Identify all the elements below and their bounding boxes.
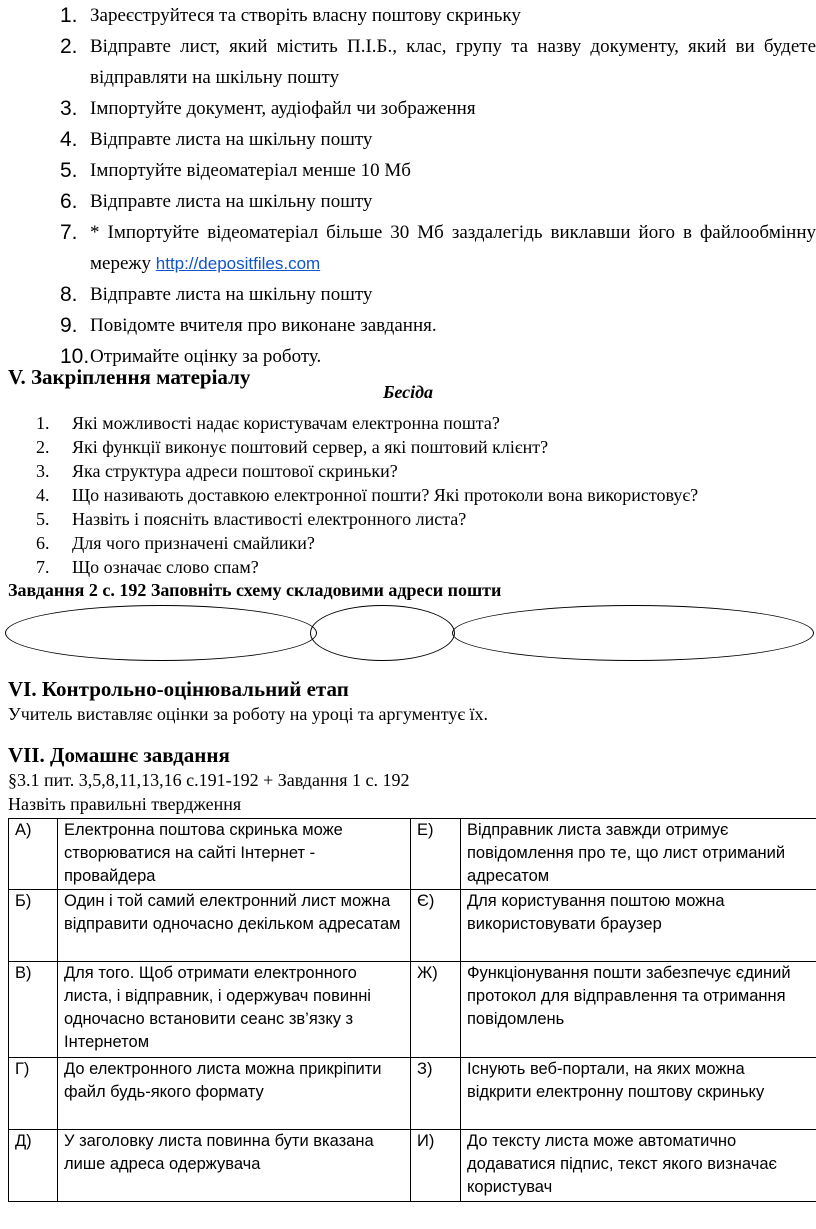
statement-text: У заголовку листа повинна бути вказана лише адреса одержувача (58, 1130, 411, 1202)
instruction-text: Назвіть правильні твердження (8, 794, 242, 814)
question-text: Що називають доставкою електронної пошти? Які протоколи вона використовує? (72, 485, 699, 505)
email-scheme-ellipse-right (452, 605, 814, 661)
step-number: 5. (60, 159, 78, 182)
section7-heading: VII. Домашнє завдання (8, 743, 230, 767)
question-text: Назвіть і поясніть властивості електронного листа? (72, 509, 467, 529)
step-item (60, 310, 816, 341)
question-number: 4. (36, 485, 50, 505)
step-number: 10. (60, 345, 90, 368)
step-item (60, 93, 816, 124)
question-number: 7. (36, 557, 50, 577)
step-text: Відправте листа на шкільну пошту (90, 284, 373, 305)
homework-text: §3.1 пит. 3,5,8,11,13,16 с.191-192 + Завдання 1 с. 192 (8, 770, 410, 790)
table-row (9, 962, 816, 1058)
step-text: Повідомте вчителя про виконане завдання. (90, 315, 437, 336)
question-item (36, 483, 698, 507)
statement-text: Існують веб-портали, на яких можна відкрити електронну поштову скриньку (461, 1058, 816, 1130)
statements-table (8, 818, 816, 1202)
statement-text: Для того. Щоб отримати електронного листа, і відправник, і одержувач повинні одночасно встановити сеанс зв’язку з Інтернетом (58, 962, 411, 1058)
step-item (60, 0, 816, 31)
statement-text: Відправник листа завжди отримує повідомлення про те, що лист отриманий адресатом (461, 819, 816, 890)
step-text-with-link (90, 217, 816, 279)
email-scheme-ellipse-middle (310, 605, 455, 661)
statement-text: Електронна поштова скринька може створюватися на сайті Інтернет - провайдера (58, 819, 411, 890)
step-item (60, 186, 816, 217)
steps-list (60, 0, 816, 372)
step-number: 3. (60, 97, 78, 120)
step-item (60, 124, 816, 155)
section6-text: Учитель виставляє оцінки за роботу на уроці та аргументує їх. (8, 704, 489, 724)
statement-label: В) (9, 962, 58, 1058)
statement-text: Для користування поштою можна використовувати браузер (461, 890, 816, 962)
table-row (9, 890, 816, 962)
statement-label: А) (9, 819, 58, 890)
question-item (36, 555, 698, 579)
question-number: 3. (36, 461, 50, 481)
email-scheme-ellipse-left (5, 605, 317, 661)
statement-label: Д) (9, 1130, 58, 1202)
question-number: 1. (36, 413, 50, 433)
statement-label: Б) (9, 890, 58, 962)
step-text: Імпортуйте відеоматеріал менше 10 Мб (90, 160, 411, 181)
statement-label: И) (411, 1130, 461, 1202)
step-item (60, 279, 816, 310)
step-number: 2. (60, 35, 78, 58)
section5-heading: V. Закріплення матеріалу (8, 365, 251, 389)
section6-heading: VI. Контрольно-оцінювальний етап (8, 677, 349, 701)
step-number: 1. (60, 4, 78, 27)
step-text: Отримайте оцінку за роботу. (90, 346, 322, 367)
statement-text: До тексту листа може автоматично додаватися підпис, текст якого визначає користувач (461, 1130, 816, 1202)
question-text: Які можливості надає користувачам електронна пошта? (72, 413, 500, 433)
step-number: 8. (60, 283, 78, 306)
statement-label: Ж) (411, 962, 461, 1058)
questions-list (36, 411, 698, 579)
statement-label: Г) (9, 1058, 58, 1130)
question-item (36, 435, 698, 459)
depositfiles-link[interactable]: http://depositfiles.com (155, 254, 321, 273)
step-text: Зареєструйтеся та створіть власну поштову скриньку (90, 5, 521, 26)
besida-title: Бесіда (382, 382, 434, 402)
step-number: 6. (60, 190, 78, 213)
question-text: Для чого призначені смайлики? (72, 533, 315, 553)
step-text: * Імпортуйте відеоматеріал більше 30 Мб заздалегідь виклавши його в файлообмінну мережу (90, 222, 816, 274)
step-item (60, 155, 816, 186)
step-text: Відправте листа на шкільну пошту (90, 191, 373, 212)
question-text: Що означає слово спам? (72, 557, 259, 577)
question-item (36, 411, 698, 435)
statement-label: З) (411, 1058, 461, 1130)
step-number: 9. (60, 314, 78, 337)
statement-text: До електронного листа можна прикріпити файл будь-якого формату (58, 1058, 411, 1130)
task2-text: Завдання 2 с. 192 Заповніть схему складовими адреси пошти (8, 580, 502, 600)
question-number: 5. (36, 509, 50, 529)
statement-label: Є) (411, 890, 461, 962)
question-item (36, 459, 698, 483)
table-row (9, 819, 816, 890)
step-text: Імпортуйте документ, аудіофайл чи зображення (90, 98, 476, 119)
step-number: 7. (60, 221, 78, 244)
statement-text: Функціонування пошти забезпечує єдиний протокол для відправлення та отримання повідомлень (461, 962, 816, 1058)
question-item (36, 507, 698, 531)
step-item (60, 217, 816, 279)
question-number: 6. (36, 533, 50, 553)
question-item (36, 531, 698, 555)
question-number: 2. (36, 437, 50, 457)
table-row (9, 1130, 816, 1202)
step-text: Відправте листа на шкільну пошту (90, 129, 373, 150)
step-number: 4. (60, 128, 78, 151)
table-row (9, 1058, 816, 1130)
step-item (60, 31, 816, 93)
statement-label: Е) (411, 819, 461, 890)
question-text: Які функції виконує поштовий сервер, а які поштовий клієнт? (72, 437, 549, 457)
question-text: Яка структура адреси поштової скриньки? (72, 461, 398, 481)
step-text: Відправте лист, який містить П.І.Б., клас, групу та назву документу, який ви будете відправляти на шкільну пошту (90, 36, 816, 88)
statement-text: Один і той самий електронний лист можна відправити одночасно декільком адресатам (58, 890, 411, 962)
